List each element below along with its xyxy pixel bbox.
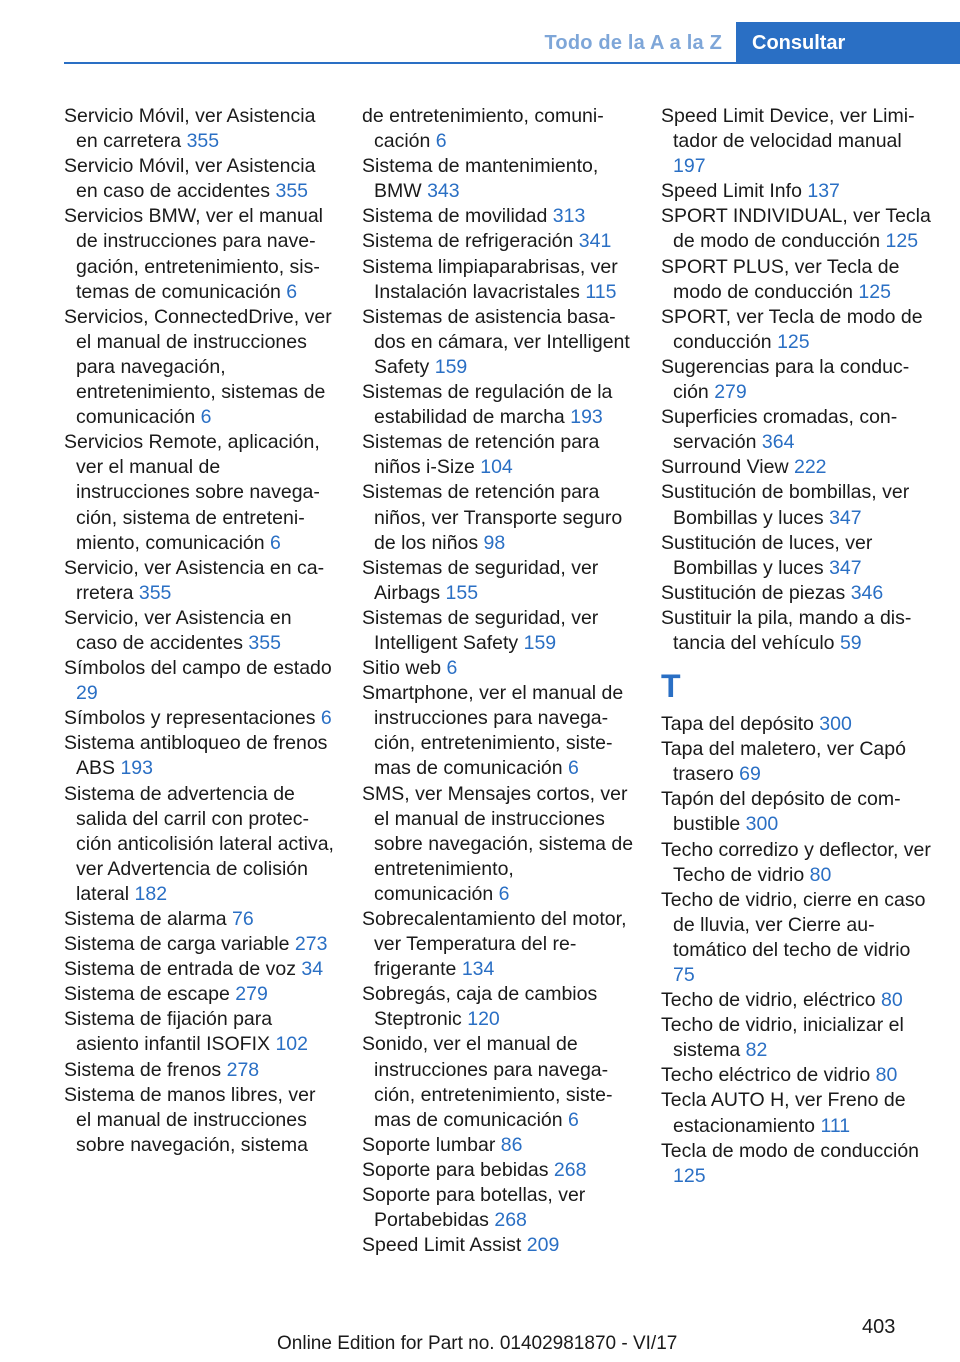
index-entry	[661, 480, 933, 530]
index-entry	[661, 255, 933, 305]
page-link[interactable]: 347	[829, 556, 862, 579]
page-link[interactable]: 6	[270, 531, 281, 554]
page-link[interactable]: 279	[714, 381, 747, 404]
page-link[interactable]: 300	[819, 713, 852, 736]
entry-text: Techo eléctrico de vidrio	[661, 1064, 871, 1087]
index-entry	[661, 787, 933, 837]
page-link[interactable]: 300	[745, 813, 779, 836]
entry-text: Sistema de manos libres, ver el manual de instrucciones sobre navegación, sistema	[64, 1083, 316, 1156]
index-entry	[64, 1083, 336, 1158]
entry-text: Smartphone, ver el manual de instrucciones para navegación, entretenimiento, sistemas de comunicación	[362, 682, 624, 780]
page-link[interactable]: 343	[427, 180, 460, 203]
entry-text: SPORT PLUS, ver Tecla de modo de conducción	[661, 255, 900, 303]
page-link[interactable]: 6	[446, 657, 458, 680]
index-entry	[362, 907, 634, 982]
page-link[interactable]: 182	[134, 882, 168, 905]
index-entry	[362, 255, 634, 305]
page-link[interactable]: 69	[739, 763, 761, 786]
index-entry	[362, 1183, 634, 1233]
entry-text: Surround View	[661, 456, 789, 479]
index-entry	[64, 154, 336, 204]
page-link[interactable]: 346	[850, 581, 884, 604]
page-link[interactable]: 102	[275, 1033, 308, 1056]
page-link[interactable]: 125	[858, 280, 891, 303]
entry-text: Símbolos del campo de estado	[64, 657, 332, 680]
index-entry	[661, 606, 933, 656]
entry-text: Sistema de mantenimiento, BMW	[362, 155, 599, 203]
page-link[interactable]: 6	[200, 406, 212, 429]
index-entry	[661, 1013, 933, 1063]
page-link[interactable]: 82	[745, 1039, 768, 1062]
index-entry	[661, 737, 933, 787]
entry-text: Sonido, ver el manual de instrucciones para navegación, entretenimiento, sistemas de comunicación	[362, 1033, 613, 1131]
entry-text: Sistema de movilidad	[362, 205, 548, 228]
page-link[interactable]: 6	[320, 707, 332, 730]
index-entry	[362, 556, 634, 606]
entry-text: Servicios BMW, ver el manual de instrucciones para navegación, entretenimiento, sistemas de comunicación	[64, 205, 323, 303]
entry-text: SPORT INDIVIDUAL, ver Tecla de modo de conducción	[661, 205, 931, 253]
active-tab[interactable]: Consultar	[736, 22, 960, 64]
entry-text: Servicios Remote, aplicación, ver el manual de instrucciones sobre navegación, sistema de entretenimiento, comunicación	[64, 431, 320, 554]
index-column-2	[362, 104, 634, 1258]
page-link[interactable]: 76	[232, 908, 254, 930]
entry-text: Símbolos y representaciones	[64, 707, 316, 730]
index-entry	[64, 606, 336, 656]
page-link[interactable]: 115	[585, 280, 617, 303]
index-entry	[661, 712, 933, 737]
index-entry	[362, 656, 634, 681]
page-link[interactable]: 111	[820, 1114, 851, 1137]
index-entry	[362, 104, 634, 154]
index-entry	[362, 1032, 634, 1132]
index-entry	[64, 907, 336, 932]
page-link[interactable]: 80	[875, 1064, 898, 1087]
page-link[interactable]: 80	[881, 989, 903, 1012]
page-link[interactable]: 347	[829, 506, 862, 529]
column-3-entries	[661, 104, 933, 656]
entry-text: Sustitución de luces, ver Bombillas y luces	[661, 531, 873, 579]
entry-text: Sugerencias para la conducción	[661, 355, 910, 404]
entry-text: Superficies cromadas, conservación	[661, 406, 898, 454]
page-link[interactable]: 364	[761, 431, 795, 454]
page-link[interactable]: 125	[673, 1164, 706, 1187]
index-entry	[362, 154, 634, 204]
entry-text: Tecla de modo de conducción	[661, 1139, 920, 1162]
entry-text: Sistema antibloqueo de frenos ABS	[64, 732, 328, 780]
page-link[interactable]: 159	[434, 355, 468, 378]
index-entry	[64, 1058, 336, 1083]
entry-text: SPORT, ver Tecla de modo de conducción	[661, 305, 923, 353]
entry-text: Sistema limpiaparabrisas, ver Instalación lavacristales	[362, 255, 618, 303]
index-entry	[362, 430, 634, 480]
page-link[interactable]: 120	[467, 1008, 500, 1031]
entry-text: Techo de vidrio, inicializar el sistema	[661, 1014, 904, 1062]
page-link[interactable]: 159	[523, 631, 557, 654]
entry-text: Speed Limit Device, ver Limitador de velocidad manual	[661, 105, 915, 153]
page-link[interactable]: 278	[226, 1058, 260, 1081]
page-link[interactable]: 29	[76, 682, 98, 705]
index-entry	[661, 1063, 933, 1088]
index-entry	[362, 1158, 634, 1183]
index-entry	[362, 782, 634, 907]
page-link[interactable]: 222	[793, 456, 827, 479]
page-link[interactable]: 6	[568, 757, 579, 780]
index-entry	[362, 380, 634, 430]
entry-text: Sistema de escape	[64, 983, 230, 1006]
page-link[interactable]: 137	[807, 180, 840, 203]
entry-text: Servicio Móvil, ver Asistencia en caso de accidentes	[64, 155, 316, 203]
index-entry	[362, 982, 634, 1032]
page-link[interactable]: 279	[235, 983, 268, 1006]
index-entry	[661, 204, 933, 254]
entry-text: Sistemas de asistencia basados en cámara, ver Intelligent Safety	[362, 305, 630, 378]
index-entry	[362, 229, 634, 254]
entry-text: Servicios, ConnectedDrive, ver el manual de instrucciones para navegación, entretenimiento, sistemas de comunicación	[64, 305, 332, 429]
page-link[interactable]: 193	[120, 757, 153, 780]
index-entry	[362, 204, 634, 229]
page-link[interactable]: 125	[777, 330, 810, 353]
index-entry	[64, 556, 336, 606]
index-entry	[661, 1139, 933, 1189]
entry-text: Speed Limit Assist	[362, 1234, 522, 1257]
entry-text: Sistemas de regulación de la estabilidad de marcha	[362, 381, 613, 429]
header-rule	[64, 62, 960, 64]
index-entry	[661, 838, 933, 888]
entry-text: Sistema de alarma	[64, 908, 227, 930]
page-link[interactable]: 75	[673, 964, 695, 986]
entry-text: Sistema de fijación para asiento infantil ISOFIX	[64, 1008, 273, 1056]
entry-text: Servicio Móvil, ver Asistencia en carretera	[64, 105, 316, 153]
entry-text: Tapa del maletero, ver Capó trasero	[661, 738, 906, 786]
index-column-3	[661, 104, 933, 1189]
page-link[interactable]: 155	[445, 581, 479, 604]
index-entry	[661, 531, 933, 581]
page-link[interactable]: 125	[885, 230, 919, 253]
entry-text: SMS, ver Mensajes cortos, ver el manual de instrucciones sobre navegación, sistema de entretenimiento, comunicación	[362, 782, 634, 905]
index-entry	[362, 1133, 634, 1158]
index-entry	[64, 430, 336, 555]
entry-text: Techo de vidrio, eléctrico	[661, 989, 876, 1012]
index-entry	[661, 104, 933, 179]
index-entry	[64, 731, 336, 781]
index-entry	[64, 656, 336, 706]
entry-text: Sistema de carga variable	[64, 933, 290, 956]
index-entry	[362, 480, 634, 555]
entry-text: Sistemas de seguridad, ver Intelligent Safety	[362, 606, 599, 654]
page-link[interactable]: 355	[248, 631, 281, 654]
entry-text: Techo de vidrio, cierre en caso de lluvia, ver Cierre automático del techo de vidrio	[661, 888, 926, 961]
entry-text: Sustitución de piezas	[661, 581, 846, 604]
index-column-1	[64, 104, 336, 1158]
page-link[interactable]: 6	[568, 1108, 579, 1131]
page-number: 403	[862, 1316, 896, 1338]
entry-text: Sistemas de retención para niños, ver Transporte seguro de los niños	[362, 481, 623, 554]
index-entry	[64, 957, 336, 982]
index-entry	[362, 681, 634, 781]
section-tab[interactable]: Todo de la A a la Z	[544, 32, 722, 54]
entry-text: Servicio, ver Asistencia en caso de accidentes	[64, 606, 292, 654]
page-link[interactable]: 268	[494, 1209, 527, 1232]
entry-text: Servicio, ver Asistencia en carretera	[64, 556, 325, 604]
entry-text: Sistema de advertencia de salida del carril con protección anticolisión lateral activa, ver Advertencia de colisión lateral	[64, 782, 334, 905]
index-entry	[661, 455, 933, 480]
index-entry	[64, 204, 336, 304]
page-link[interactable]: 268	[553, 1158, 587, 1181]
entry-text: Tapa del depósito	[661, 713, 814, 736]
index-entry	[661, 305, 933, 355]
entry-text: Sistemas de retención para niños i-Size	[362, 431, 600, 479]
page-link[interactable]: 197	[673, 155, 706, 178]
page-link[interactable]: 355	[275, 180, 309, 203]
index-entry	[661, 405, 933, 455]
index-entry	[661, 1088, 933, 1138]
page-link[interactable]: 6	[498, 882, 510, 905]
section-letter-t: T	[661, 668, 681, 705]
page-link[interactable]: 209	[526, 1234, 560, 1257]
index-entry	[64, 782, 336, 907]
entry-text: Tapón del depósito de combustible	[661, 788, 901, 836]
index-entry	[64, 104, 336, 154]
page-link[interactable]: 34	[301, 958, 324, 981]
page-link[interactable]: 59	[839, 631, 862, 654]
entry-text: Sistemas de seguridad, ver Airbags	[362, 556, 599, 604]
page-link[interactable]: 104	[480, 456, 513, 479]
entry-text: Soporte lumbar	[362, 1133, 496, 1156]
entry-text: Tecla AUTO H, ver Freno de estacionamiento	[661, 1089, 906, 1137]
page-link[interactable]: 313	[552, 205, 586, 228]
index-entry	[64, 932, 336, 957]
entry-text: Sistema de frenos	[64, 1058, 222, 1081]
footer-edition: Online Edition for Part no. 01402981870 - VI/17	[277, 1333, 678, 1354]
entry-text: Sobregás, caja de cambios Steptronic	[362, 983, 598, 1031]
page-link[interactable]: 134	[461, 958, 495, 981]
entry-text: Sobrecalentamiento del motor, ver Temperatura del refrigerante	[362, 908, 627, 981]
index-entry	[64, 982, 336, 1007]
entry-text: Sustitución de bombillas, ver Bombillas y luces	[661, 481, 910, 529]
page-link[interactable]: 355	[138, 581, 172, 604]
index-entry	[661, 888, 933, 988]
index-entry	[661, 988, 933, 1013]
entry-text: de entretenimiento, comunicación	[362, 105, 604, 153]
index-entry	[64, 706, 336, 731]
entry-text: Speed Limit Info	[661, 180, 802, 203]
index-entry	[362, 1233, 634, 1258]
index-entry	[362, 606, 634, 656]
entry-text: Soporte para bebidas	[362, 1158, 549, 1181]
index-entry	[661, 581, 933, 606]
index-entry	[661, 355, 933, 405]
entry-text: Sitio web	[362, 657, 442, 680]
entry-text: Soporte para botellas, ver Portabebidas	[362, 1184, 586, 1232]
page-link[interactable]: 341	[578, 230, 612, 253]
entry-text: Techo corredizo y deflector, ver Techo de vidrio	[661, 838, 931, 886]
index-entry	[64, 305, 336, 430]
page-link[interactable]: 80	[809, 863, 832, 886]
page-link[interactable]: 6	[435, 130, 447, 153]
entry-text: Sistema de entrada de voz	[64, 958, 296, 981]
page-link[interactable]: 6	[286, 280, 298, 303]
entry-text: Sustituir la pila, mando a distancia del vehículo	[661, 606, 912, 654]
page-link[interactable]: 273	[294, 933, 328, 956]
index-entry	[64, 1007, 336, 1057]
section-t-entries	[661, 712, 933, 1189]
index-entry	[661, 179, 933, 204]
page-link[interactable]: 193	[570, 406, 603, 429]
page-link[interactable]: 355	[186, 130, 220, 153]
index-entry	[362, 305, 634, 380]
page-link[interactable]: 98	[483, 531, 506, 554]
page-link[interactable]: 86	[500, 1133, 523, 1156]
entry-text: Sistema de refrigeración	[362, 230, 574, 253]
